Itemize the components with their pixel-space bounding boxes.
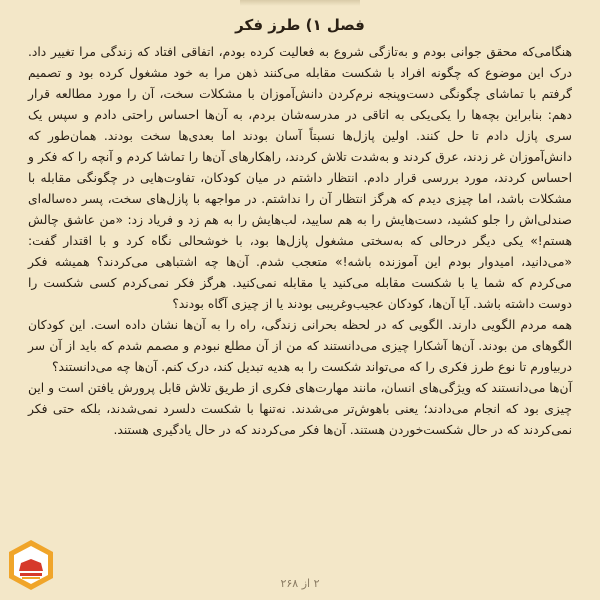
publisher-logo-icon bbox=[6, 538, 56, 592]
paragraph-3: آن‌ها می‌دانستند که ویژگی‌های انسان، مانند مهارت‌های فکری از طریق تلاش قابل پرورش یافتن است و این چیزی بود که انجام می‌دادند؛ یعنی باهوش‌تر می‌شدند. نه‌تنها با شکست دلسرد نمی‌شدند، بلکه حتی فکر نمی‌کردند که در حال شکست‌خوردن هستند. آن‌ها فکر می‌کردند که در حال یادگیری هستند. bbox=[28, 381, 572, 437]
chapter-body bbox=[28, 42, 572, 441]
top-edge-shadow bbox=[240, 0, 360, 6]
page-number: ۲ از ۲۶۸ bbox=[280, 577, 320, 590]
paragraph-2: همه مردم الگویی دارند. الگویی که در لحظه بحرانی زندگی، راه را به آن‌ها نشان داده است. این کودکان الگوهای من بودند. آن‌ها آشکارا چیزی می‌دانستند که من از آن مطلع نبودم و مصمم شدم که باید از آن سر دربیاورم تا نوع طرز فکری را که می‌تواند شکست را به هدیه تبدیل کند، درک کنم. آن‌ها چه می‌دانستند؟ bbox=[28, 318, 572, 374]
chapter-title: فصل ۱) طرز فکر bbox=[235, 16, 365, 34]
paragraph-1: هنگامی‌که محقق جوانی بودم و به‌تازگی شروع به فعالیت کرده بودم، اتفاقی افتاد که زندگی مرا تغییر داد. درک این موضوع که چگونه افراد با شکست مقابله می‌کنند ذهن مرا به خود مشغول کرده بود و تصمیم گرفتم با تماشای چگونگی دست‌وپنجه نرم‌کردن دانش‌آموزان با مشکلات سخت، آن را مورد مطالعه قرار دهم: بنابراین بچه‌ها را یکی‌یکی به اتاقی در مدرسه‌شان بردم، به آن‌ها احساس راحتی دادم و سپس یک سری پازل دادم تا حل کنند. اولین پازل‌ها نسبتاً آسان بودند اما بعدی‌ها سخت بودند. همان‌طور که دانش‌آموزان غر زدند، عرق کردند و به‌شدت تلاش کردند، راهکارهای آن‌ها را تماشا کردم و آنچه را که فکر و احساس کردند، مورد بررسی قرار دادم. انتظار داشتم در میان کودکان، تفاوت‌هایی در چگونگی مقابله با مشکلات باشد، اما چیزی دیدم که هرگز انتظار آن را نداشتم. در مواجهه با پازل‌های سخت، پسر ده‌ساله‌ای صندلی‌اش را جلو کشید، دست‌هایش را به هم سایید، لب‌هایش را به هم زد و فریاد زد: «من عاشق چالش هستم!» یکی دیگر درحالی که به‌سختی مشغول پازل‌ها بود، با خوشحالی نگاه کرد و با اقتدار گفت: «می‌دانید، امیدوار بودم این آموزنده باشه!» متعجب شدم. آن‌ها چه اشتباهی می‌کردند؟ همیشه فکر می‌کردم که شما یا با شکست مقابله می‌کنید یا مقابله نمی‌کنید. هرگز فکر نمی‌کردم کسی شکست را دوست داشته باشد. آیا آن‌ها، کودکان عجیب‌وغریبی بودند یا از چیزی آگاه بودند؟ bbox=[28, 45, 572, 311]
